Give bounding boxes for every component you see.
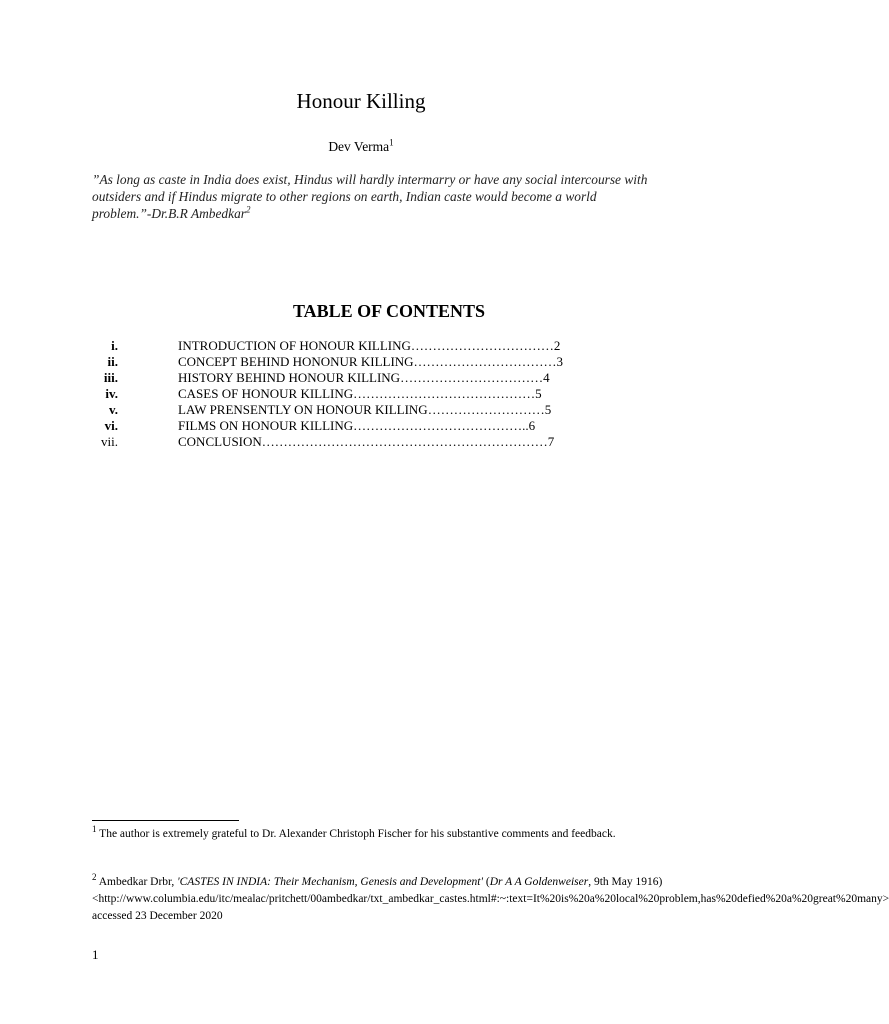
toc-item[interactable]: [92, 338, 612, 354]
footnote-ref-1[interactable]: 1: [389, 137, 394, 148]
toc-item-text: FILMS ON HONOUR KILLING…………………………………..6: [178, 418, 536, 433]
footnote-1-mark: 1: [92, 824, 97, 835]
toc-item-text: HISTORY BEHIND HONOUR KILLING……………………………4: [178, 370, 550, 385]
toc-item-text: CASES OF HONOUR KILLING……………………………………5: [178, 386, 542, 401]
table-of-contents: [92, 338, 612, 450]
author-name: Dev Verma: [328, 139, 390, 154]
toc-item[interactable]: [92, 354, 612, 370]
document-title: Honour Killing: [296, 89, 426, 113]
footnote-2-title: 'CASTES IN INDIA: Their Mechanism, Genesis and Development': [177, 876, 483, 888]
footnote-2-link-text[interactable]: , 9th May 1916) <http://www.columbia.edu/itc/mealac/pritchett/00ambedkar/txt_ambedkar_castes.html#:~:text=It%20is%20a%20local%20problem,has%20defied%20a%20great%20many> accessed 23 December 2020: [92, 876, 889, 922]
footnote-2-mid: (: [482, 876, 490, 888]
toc-item[interactable]: [92, 370, 612, 386]
page-number: 1: [92, 947, 99, 962]
footnote-1-text: The author is extremely grateful to Dr. Alexander Christoph Fischer for his substantive comments and feedback.: [99, 828, 616, 840]
footnote-separator: [92, 820, 239, 821]
toc-item[interactable]: [92, 402, 612, 418]
toc-item-number: vii.: [101, 434, 118, 449]
footnote-2-editor: Dr A A Goldenweiser: [489, 876, 589, 888]
toc-heading: TABLE OF CONTENTS: [292, 301, 486, 321]
toc-item-text: LAW PRENSENTLY ON HONOUR KILLING………………………5: [178, 402, 552, 417]
toc-item-number: vi.: [104, 418, 118, 433]
quote-text: ”As long as caste in India does exist, Hindus will hardly intermarry or have any social intercourse with outsiders and if Hindus migrate to other regions on earth, Indian caste would become a world problem.”-Dr.B.R Ambedkar: [92, 172, 648, 221]
epigraph-quote: [92, 171, 652, 222]
toc-item-number: i.: [111, 338, 118, 353]
footnote-2: [92, 872, 889, 925]
toc-item-text: CONCEPT BEHIND HONONUR KILLING……………………………3: [178, 354, 564, 369]
footnote-1: [92, 826, 672, 843]
footnote-ref-2[interactable]: 2: [245, 204, 251, 215]
toc-item[interactable]: [92, 418, 612, 434]
toc-item-number: v.: [108, 402, 118, 417]
toc-item-number: ii.: [107, 354, 118, 369]
toc-item-text: CONCLUSION…………………………………………………………7: [178, 434, 555, 449]
toc-item-text: INTRODUCTION OF HONOUR KILLING……………………………2: [178, 338, 561, 353]
toc-item-number: iii.: [103, 370, 118, 385]
toc-item[interactable]: [92, 434, 612, 450]
footnote-2-mark: 2: [92, 872, 97, 883]
toc-item[interactable]: [92, 386, 612, 402]
author-line: [0, 138, 722, 156]
toc-item-number: iv.: [105, 386, 118, 401]
footnote-2-prefix: Ambedkar Drbr,: [98, 876, 178, 888]
